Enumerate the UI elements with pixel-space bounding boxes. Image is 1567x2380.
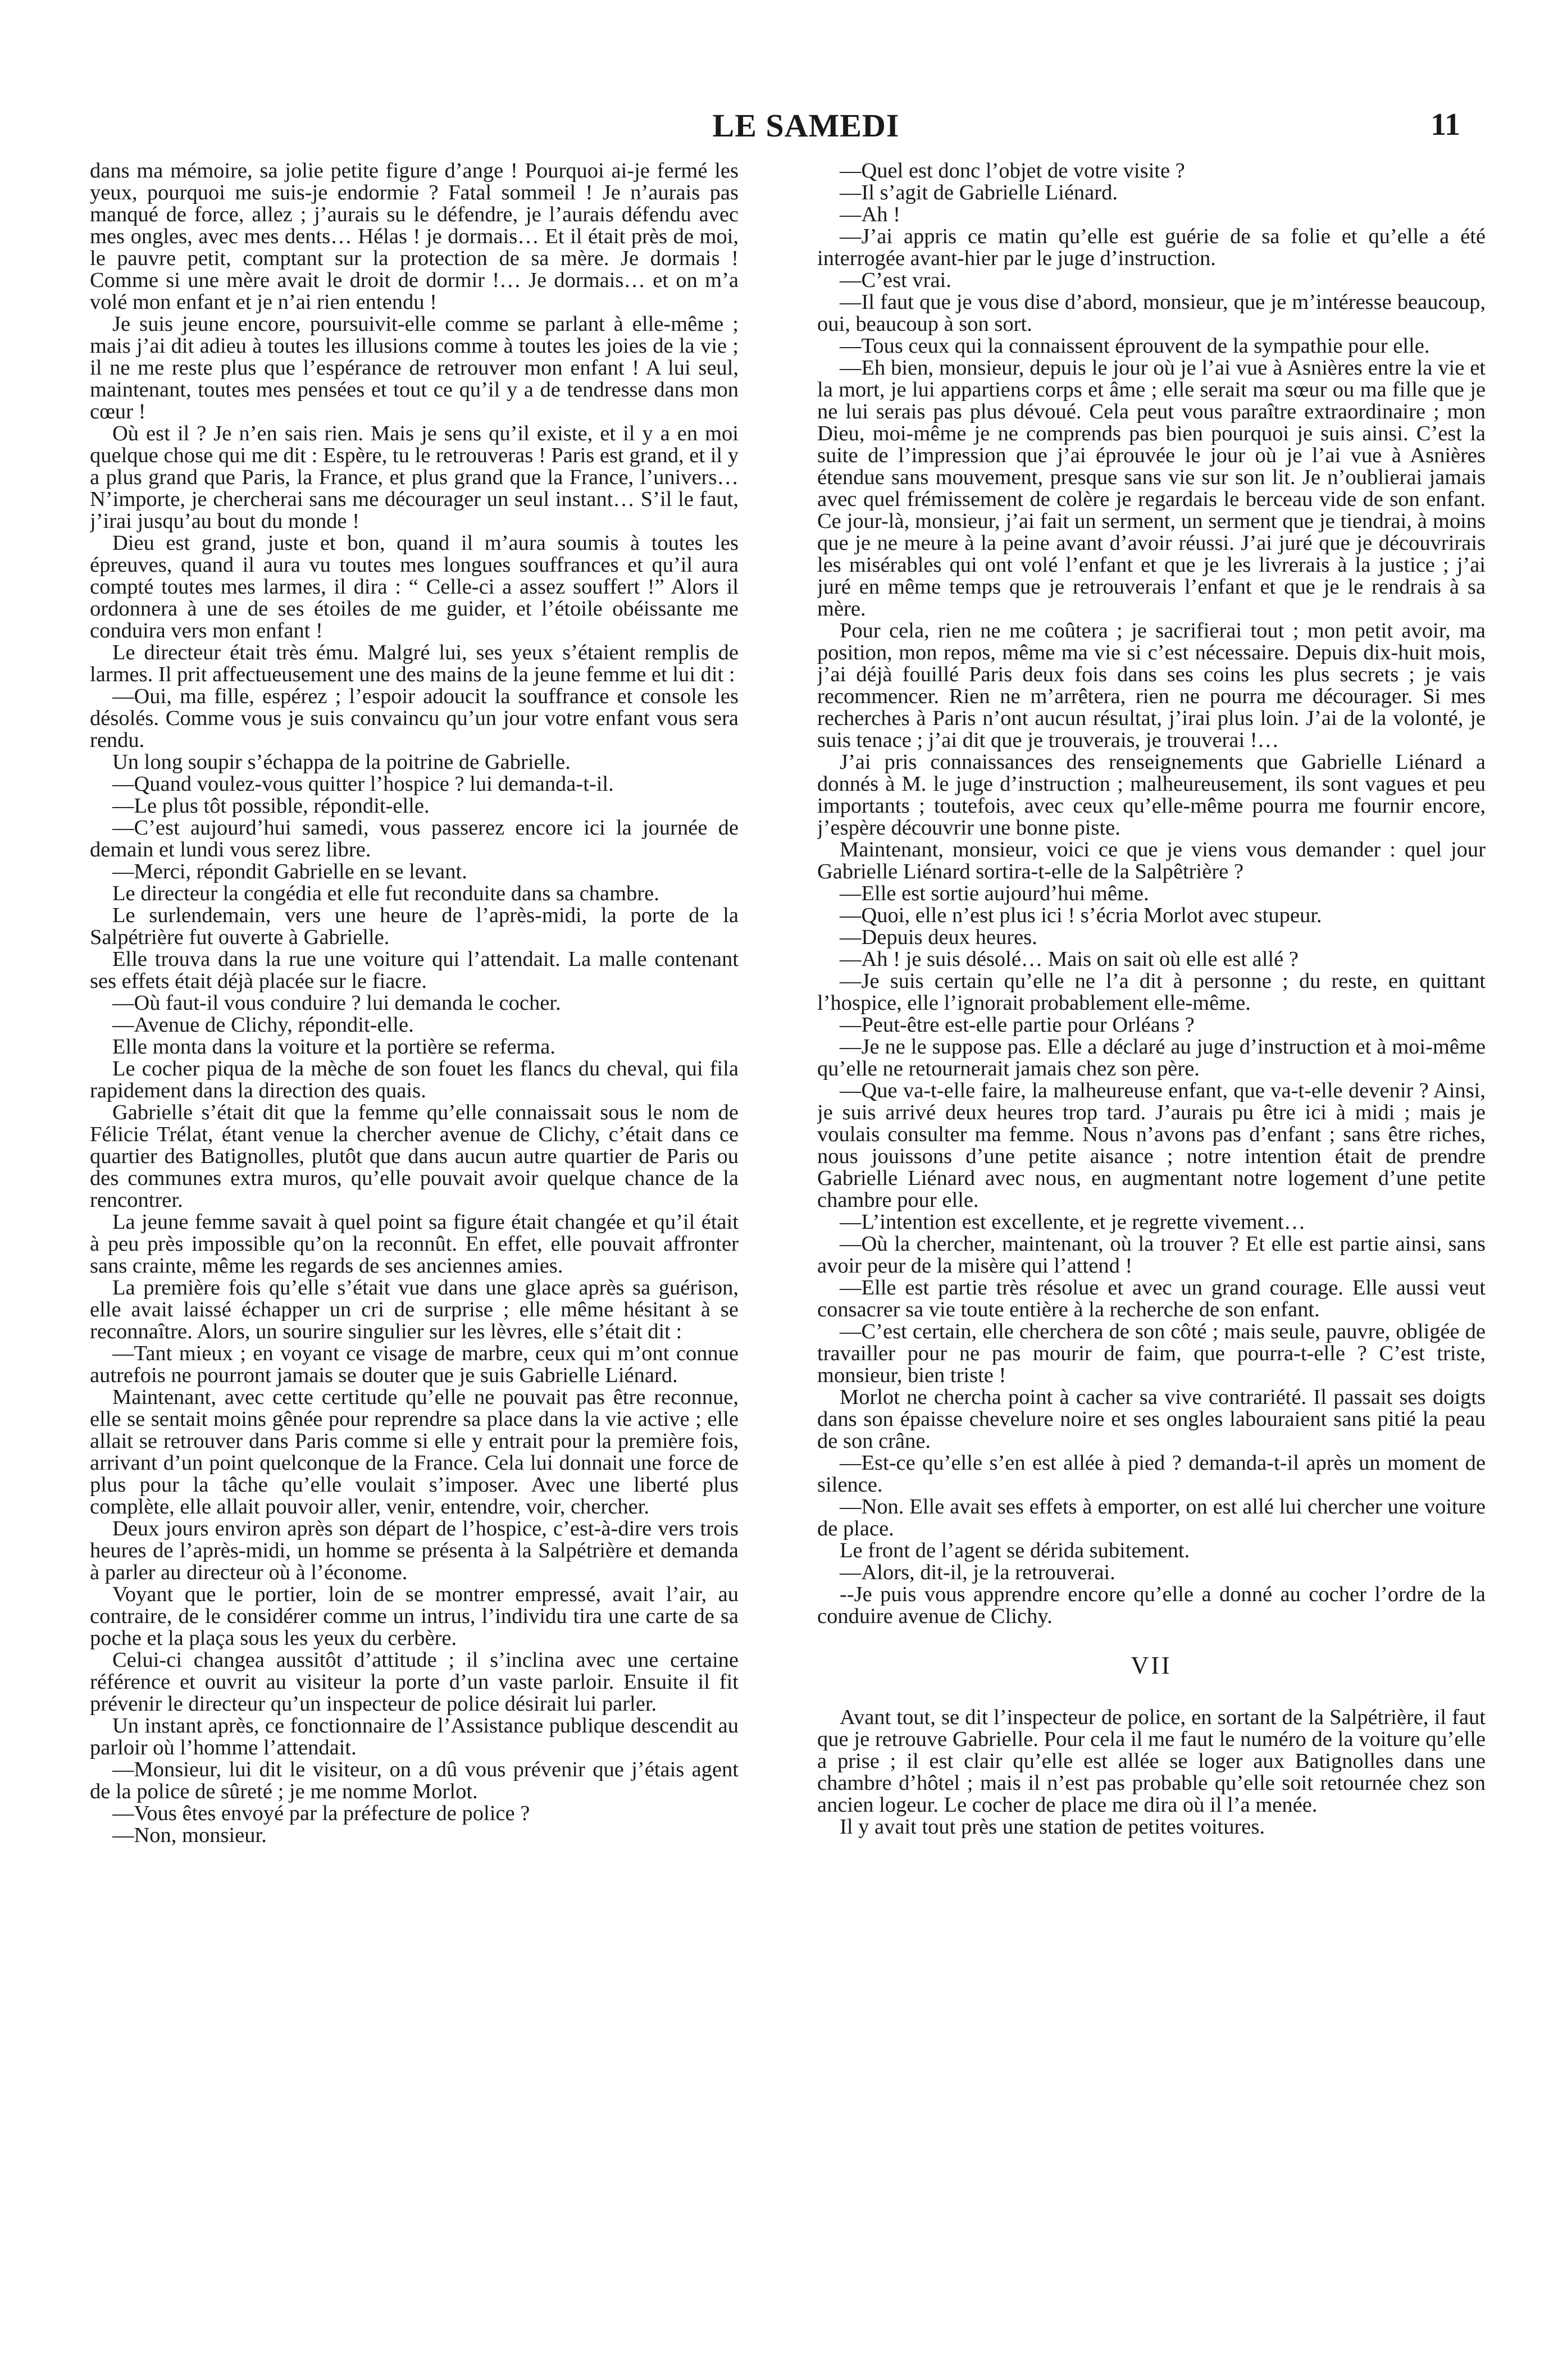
paragraph: —Tant mieux ; en voyant ce visage de marbre, ceux qui m’ont connue autrefois ne pourront jamais se douter que je suis Gabrielle Liénard. <box>90 1342 739 1387</box>
paragraph: Elle trouva dans la rue une voiture qui l’attendait. La malle contenant ses effets était déjà placée sur le fiacre. <box>90 947 739 993</box>
paragraph: —L’intention est excellente, et je regrette vivement… <box>840 1210 1306 1234</box>
paragraph: —Elle est partie très résolue et avec un grand courage. Elle aussi veut consacrer sa vie toute entière à la recherche de son enfant. <box>817 1276 1486 1321</box>
paragraph: —Non. Elle avait ses effets à emporter, on est allé lui chercher une voiture de place. <box>817 1495 1486 1540</box>
paragraph: —Alors, dit-il, je la retrouverai. <box>840 1561 1115 1584</box>
paragraph: —Elle est sortie aujourd’hui même. <box>840 882 1149 905</box>
paragraph: Celui-ci changea aussitôt d’attitude ; il s’inclina avec une certaine référence et ouvrit au visiteur la porte d’un vaste parloir. Ensuite il fit prévenir le directeur qu’un inspecteur de police désirait lui parler. <box>90 1648 739 1716</box>
paragraph: —Où faut-il vous conduire ? lui demanda le cocher. <box>112 991 561 1015</box>
chapter-heading: VII <box>1131 1652 1172 1679</box>
paragraph: —Le plus tôt possible, répondit-elle. <box>112 794 430 818</box>
paragraph: —Il s’agit de Gabrielle Liénard. <box>840 181 1118 204</box>
paragraph: —Quoi, elle n’est plus ici ! s’écria Morlot avec stupeur. <box>840 904 1322 927</box>
paragraph: Un long soupir s’échappa de la poitrine de Gabrielle. <box>112 750 571 774</box>
paragraph: —Où la chercher, maintenant, où la trouver ? Et elle est partie ainsi, sans avoir peur de la misère qui l’attend ! <box>817 1232 1486 1278</box>
paragraph: —Tous ceux qui la connaissent éprouvent de la sympathie pour elle. <box>840 334 1430 358</box>
paragraph: Avant tout, se dit l’inspecteur de police, en sortant de la Salpétrière, il faut que je retrouve Gabrielle. Pour cela il me faut le numéro de la voiture qu’elle a prise ; il est clair qu’elle est allée se loger aux Batignolles dans une chambre d’hôtel ; mais il n’est pas probable qu’elle soit retournée chez son ancien logeur. Le cocher de place me dira où il l’a menée. <box>817 1706 1486 1817</box>
paragraph: Pour cela, rien ne me coûtera ; je sacrifierai tout ; mon petit avoir, ma position, mon repos, même ma vie si c’est nécessaire. Depuis dix-huit mois, j’ai déjà fouillé Paris deux fois dans ses coins les plus secrets ; je vais recommencer. Rien ne m’arrêtera, rien ne pourra me décourager. Si mes recherches à Paris n’ont aucun résultat, j’irai plus loin. J’ai de la volonté, je suis tenace ; j’ai dit que je trouverais, je trouverai !… <box>817 619 1486 752</box>
paragraph: Le directeur la congédia et elle fut reconduite dans sa chambre. <box>112 882 659 905</box>
paragraph: Un instant après, ce fonctionnaire de l’Assistance publique descendit au parloir où l’homme l’attendait. <box>90 1714 739 1759</box>
paragraph: Où est il ? Je n’en sais rien. Mais je sens qu’il existe, et il y a en moi quelque chose qui me dit : Espère, tu le retrouveras ! Paris est grand, et il y a plus grand que Paris, la France, et plus grand que la France, l’univers… N’importe, je chercherai sans me décourager un seul instant… S’il le faut, j’irai jusqu’au bout du monde ! <box>90 422 739 533</box>
paragraph: Maintenant, avec cette certitude qu’elle ne pouvait pas être reconnue, elle se sentait moins gênée pour reprendre sa place dans la vie active ; elle allait se retrouver dans Paris comme si elle y entrait pour la première fois, arrivant d’un point quelconque de la France. Cela lui donnait une force de plus pour la tâche qu’elle voulait s’imposer. Avec une liberté plus complète, elle allait pouvoir aller, venir, entendre, voir, chercher. <box>90 1385 739 1519</box>
paragraph: —Merci, répondit Gabrielle en se levant. <box>112 860 467 883</box>
paragraph: La jeune femme savait à quel point sa figure était changée et qu’il était à peu près impossible qu’on la reconnût. En effet, elle pouvait affronter sans crainte, même les regards de ses anciennes amies. <box>90 1210 739 1278</box>
paragraph: dans ma mémoire, sa jolie petite figure d’ange ! Pourquoi ai-je fermé les yeux, pourquoi me suis-je endormie ? Fatal sommeil ! Je n’aurais pas manqué de force, allez ; j’aurais su le défendre, je l’aurais défendu avec mes ongles, avec mes dents… Hélas ! je dormais… Et il était près de moi, le pauvre petit, comptant sur la protection de sa mère. Je dormais ! Comme si une mère avait le droit de dormir !… Je dormais… et on m’a volé mon enfant et je n’ai rien entendu ! <box>90 160 739 314</box>
paragraph: —C’est aujourd’hui samedi, vous passerez encore ici la journée de demain et lundi vous serez libre. <box>90 816 739 861</box>
paragraph: —Que va-t-elle faire, la malheureuse enfant, que va-t-elle devenir ? Ainsi, je suis arrivé deux heures trop tard. J’aurais pu être ici à midi ; mais je voulais consulter ma femme. Nous n’avons pas d’enfant ; sans être riches, nous jouissons d’une petite aisance ; notre intention était de prendre Gabrielle Liénard avec nous, en augmentant notre logement d’une petite chambre pour elle. <box>817 1079 1486 1212</box>
journal-title: LE SAMEDI <box>712 107 900 144</box>
paragraph: —Il faut que je vous dise d’abord, monsieur, que je m’intéresse beaucoup, oui, beaucoup à son sort. <box>817 290 1486 336</box>
paragraph: Le surlendemain, vers une heure de l’après-midi, la porte de la Salpétrière fut ouverte à Gabrielle. <box>90 904 739 949</box>
paragraph: —Ah ! je suis désolé… Mais on sait où elle est allé ? <box>840 947 1299 971</box>
paragraph: —Est-ce qu’elle s’en est allée à pied ? demanda-t-il après un moment de silence. <box>817 1451 1486 1497</box>
paragraph: Dieu est grand, juste et bon, quand il m’aura soumis à toutes les épreuves, quand il aura vu toutes mes longues souffrances et qu’il aura compté toutes mes larmes, il dira : “ Celle-ci a assez souffert !” Alors il ordonnera à une de ses étoiles de me guider, et l’étoile obéissante me conduira vers mon enfant ! <box>90 531 739 642</box>
paragraph: —Oui, ma fille, espérez ; l’espoir adoucit la souffrance et console les désolés. Comme vous je suis convaincu qu’un jour votre enfant vous sera rendu. <box>90 685 739 752</box>
paragraph: Deux jours environ après son départ de l’hospice, c’est-à-dire vers trois heures de l’après-midi, un homme se présenta à la Salpétrière et demanda à parler au directeur où à l’économe. <box>90 1517 739 1584</box>
paragraph: Morlot ne chercha point à cacher sa vive contrariété. Il passait ses doigts dans son épaisse chevelure noire et ses ongles labouraient sans pitié la peau de son crâne. <box>817 1385 1486 1453</box>
left-column <box>90 160 739 2317</box>
paragraph: Voyant que le portier, loin de se montrer empressé, avait l’air, au contraire, de le considérer comme un intrus, l’individu tira une carte de sa poche et la plaça sous les yeux du cerbère. <box>90 1583 739 1650</box>
paragraph: --Je puis vous apprendre encore qu’elle a donné au cocher l’ordre de la conduire avenue de Clichy. <box>817 1583 1486 1628</box>
paragraph: Le directeur était très ému. Malgré lui, ses yeux s’étaient remplis de larmes. Il prit affectueusement une des mains de la jeune femme et lui dit : <box>90 641 739 686</box>
paragraph: Elle monta dans la voiture et la portière se referma. <box>112 1035 555 1059</box>
paragraph: —C’est vrai. <box>840 268 951 292</box>
paragraph: —Je ne le suppose pas. Elle a déclaré au juge d’instruction et à moi-même qu’elle ne retournerait jamais chez son père. <box>817 1035 1486 1080</box>
paragraph: —Vous êtes envoyé par la préfecture de police ? <box>112 1802 530 1825</box>
paragraph: La première fois qu’elle s’était vue dans une glace après sa guérison, elle avait laissé échapper un cri de surprise ; elle même hésitant à se reconnaître. Alors, un sourire singulier sur les lèvres, elle s’était dit : <box>90 1276 739 1343</box>
paragraph: —Avenue de Clichy, répondit-elle. <box>112 1013 414 1037</box>
paragraph: Le cocher piqua de la mèche de son fouet les flancs du cheval, qui fila rapidement dans la direction des quais. <box>90 1057 739 1102</box>
paragraph: —Peut-être est-elle partie pour Orléans ? <box>840 1013 1195 1037</box>
paragraph: —Non, monsieur. <box>112 1823 267 1847</box>
paragraph: Je suis jeune encore, poursuivit-elle comme se parlant à elle-même ; mais j’ai dit adieu à toutes les illusions comme à toutes les joies de la vie ; il ne me reste plus que l’espérance de retrouver mon enfant ! A lui seul, maintenant, toutes mes pensées et tout ce qu’il y a de tendresse dans mon cœur ! <box>90 312 739 423</box>
paragraph: —Quel est donc l’objet de votre visite ? <box>840 160 1185 183</box>
paragraph: J’ai pris connaissances des renseignements que Gabrielle Liénard a donnés à M. le juge d’instruction ; malheureusement, ils sont vagues et peu importants ; toutefois, avec ceux qu’elle-même pourra me fournir encore, j’espère découvrir une bonne piste. <box>817 750 1486 840</box>
paragraph: —Eh bien, monsieur, depuis le jour où je l’ai vue à Asnières entre la vie et la mort, je lui appartiens corps et âme ; elle serait ma sœur ou ma fille que je ne lui serais pas plus dévoué. Cela peut vous paraître extraordinaire ; mon Dieu, moi-même je ne comprends pas bien pourquoi je suis ainsi. C’est la suite de l’impression que j’ai éprouvée le jour où je l’ai vue à Asnières étendue sans mouvement, presque sans vie sur son lit. Je n’oublierai jamais avec quel frémissement de colère je regardais le berceau vide de son enfant. Ce jour-là, monsieur, j’ai fait un serment, un serment que je tiendrai, à moins que je ne meure à la peine avant d’avoir réussi. J’ai juré que je découvrirais les misérables qui ont volé l’enfant et que je les livrerais à la justice ; j’ai juré en même temps que je retrouverais l’enfant et que je le rendrais à sa mère. <box>817 356 1486 621</box>
paragraph: —Monsieur, lui dit le visiteur, on a dû vous prévenir que j’étais agent de la police de sûreté ; je me nomme Morlot. <box>90 1758 739 1803</box>
page-number: 11 <box>1431 107 1460 142</box>
right-column <box>817 160 1486 2317</box>
paragraph: —Quand voulez-vous quitter l’hospice ? lui demanda-t-il. <box>112 772 614 796</box>
paragraph: —Je suis certain qu’elle ne l’a dit à personne ; du reste, en quittant l’hospice, elle l’ignorait probablement elle-même. <box>817 969 1486 1015</box>
paragraph: —J’ai appris ce matin qu’elle est guérie de sa folie et qu’elle a été interrogée avant-hier par le juge d’instruction. <box>817 225 1486 270</box>
paragraph: Gabrielle s’était dit que la femme qu’elle connaissait sous le nom de Félicie Trélat, étant venue la chercher avenue de Clichy, c’était dans ce quartier des Batignolles, plutôt que dans aucun autre quartier de Paris ou des communes extra muros, qu’elle pouvait avoir quelque chance de la rencontrer. <box>90 1101 739 1212</box>
paragraph: —Ah ! <box>840 203 900 226</box>
paragraph: Le front de l’agent se dérida subitement. <box>840 1539 1190 1562</box>
page-header <box>152 107 1460 146</box>
paragraph: —C’est certain, elle cherchera de son côté ; mais seule, pauvre, obligée de travailler pour ne pas mourir de faim, que pourra-t-elle ? C’est triste, monsieur, bien triste ! <box>817 1320 1486 1387</box>
paragraph: —Depuis deux heures. <box>840 925 1037 949</box>
paragraph: Il y avait tout près une station de petites voitures. <box>840 1815 1265 1839</box>
paragraph: Maintenant, monsieur, voici ce que je viens vous demander : quel jour Gabrielle Liénard sortira-t-elle de la Salpêtrière ? <box>817 838 1486 883</box>
